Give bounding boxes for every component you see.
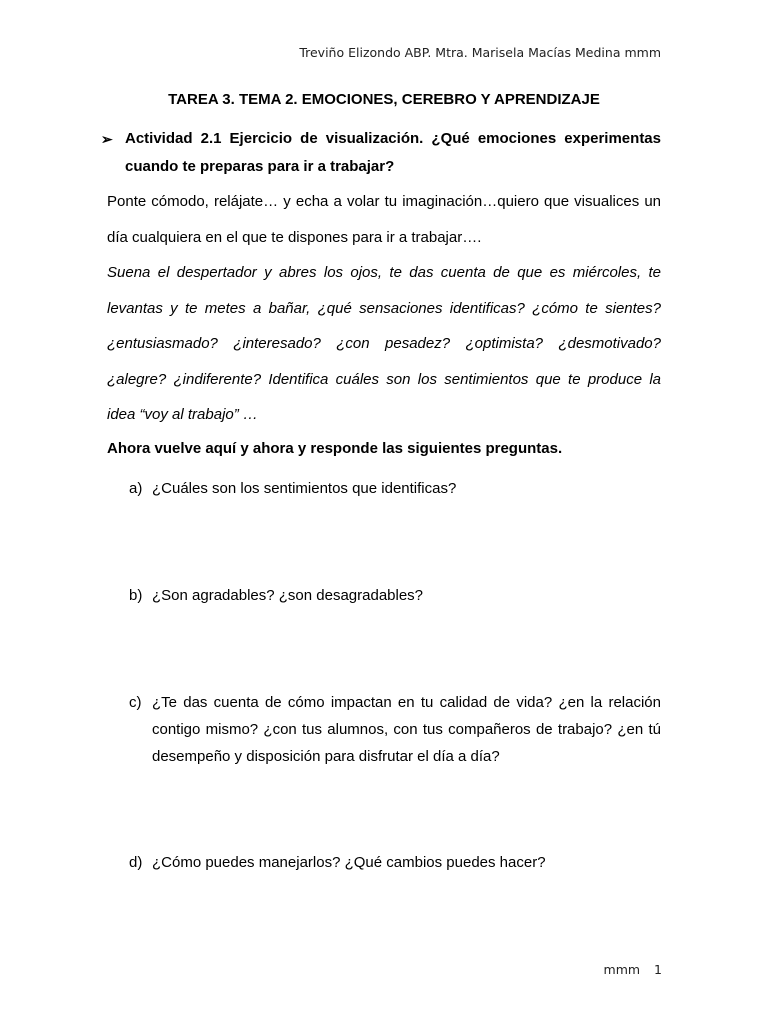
- question-text: ¿Son agradables? ¿son desagradables?: [152, 587, 424, 604]
- page-header: Treviño Elizondo ABP. Mtra. Marisela Macías Medina mmm: [299, 45, 661, 60]
- page-footer: [604, 962, 662, 977]
- question-text: ¿Te das cuenta de cómo impactan en tu calidad de vida? ¿en la relación contigo mismo? ¿con tus alumnos, con tus compañeros de trabajo? ¿en tú desempeño y disposición para disfrutar el día a día?: [152, 694, 661, 765]
- question-b: [129, 582, 661, 609]
- question-letter: d): [129, 854, 143, 871]
- question-d: [129, 849, 661, 876]
- intro-paragraph: Ponte cómodo, relájate… y echa a volar tu imaginación…quiero que visualices un día cualquiera en el que te dispones para ir a trabajar….: [107, 193, 661, 246]
- question-c: [129, 689, 661, 770]
- question-text: ¿Cuáles son los sentimientos que identificas?: [152, 480, 457, 497]
- document-title: TAREA 3. TEMA 2. EMOCIONES, CEREBRO Y APRENDIZAJE: [168, 91, 600, 108]
- question-a: [129, 475, 661, 502]
- footer-text: mmm: [603, 962, 641, 977]
- instruction-text: Ahora vuelve aquí y ahora y responde las siguientes preguntas.: [107, 440, 563, 457]
- arrow-bullet-icon: ➢: [101, 131, 113, 147]
- activity-text: Actividad 2.1 Ejercicio de visualización. ¿Qué emociones experimentas cuando te preparas para ir a trabajar?: [125, 130, 661, 175]
- question-letter: c): [129, 694, 142, 711]
- visualization-paragraph: Suena el despertador y abres los ojos, te das cuenta de que es miércoles, te levantas y te metes a bañar, ¿qué sensaciones identificas? ¿cómo te sientes? ¿entusiasmado? ¿interesado? ¿con pesadez? ¿optimista? ¿desmotivado? ¿alegre? ¿indiferente? Identifica cuáles son los sentimientos que te produce la idea “voy al trabajo” …: [107, 264, 661, 423]
- activity-heading: [101, 125, 661, 181]
- question-letter: a): [129, 480, 143, 497]
- question-letter: b): [129, 587, 143, 604]
- page-number: 1: [654, 962, 662, 977]
- question-text: ¿Cómo puedes manejarlos? ¿Qué cambios puedes hacer?: [152, 854, 546, 871]
